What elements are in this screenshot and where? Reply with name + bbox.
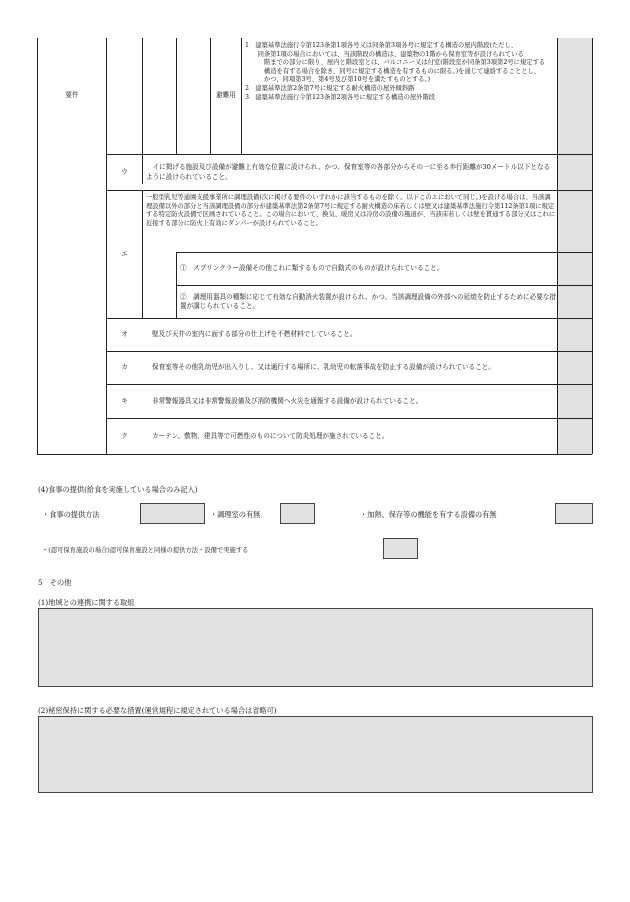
check-cell-ka[interactable] xyxy=(558,352,592,384)
check-cell-ki[interactable] xyxy=(558,385,592,418)
kitchen-input[interactable] xyxy=(280,503,315,524)
kitchen-label: ・調理室の有無 xyxy=(210,510,261,519)
hinan-label: 避難用 xyxy=(216,91,236,100)
meal-method-input[interactable] xyxy=(140,503,205,524)
row-text-u: イに掲げる施設及び設備が避難上有効な位置に設けられ、かつ、保育室等の各部分からその一に至る歩行距離が30メートル以下となるように設けられていること。 xyxy=(146,163,551,181)
row-label-ki: キ xyxy=(121,396,128,405)
row-text-e-2: ② 調理用器具の種類に応じて有効な自動消火装置が設けられ、かつ、当該調理設備の外部への延焼を防止するために必要な措置が講じられていること。 xyxy=(180,292,556,310)
row-label-ka: カ xyxy=(121,363,128,372)
check-cell-ku[interactable] xyxy=(558,419,592,454)
meal-method-label: ・食事の提供方法 xyxy=(42,510,100,519)
row-label-e: エ xyxy=(121,249,128,258)
check-cell-u[interactable] xyxy=(558,155,592,190)
check-cell-e-2[interactable] xyxy=(558,286,592,318)
row-text-e: 一般型乳児等通園支援事業所に調理設備(次に掲げる要件のいずれかに該当するものを除く。以下このエにおいて同じ。)を設ける場合は、当該調理設備以外の部分と当該調理設備の部分が建築基準法第2条第7号に規定する耐火構造の床若しくは壁又は建築基準法施行令第112条第1項に規定する特定防火設備で区画されていること。この場合において、換気、暖房又は冷房の設備の風道が、当該床若しくは壁を貫通する部分又はこれに近接する部分に防火上有効にダンパーが設けられていること。 xyxy=(146,194,556,227)
row-text-ki: 非常警報器具又は非常警報設備及び消防機関へ火災を通報する設備が設けられていること。 xyxy=(152,396,423,405)
check-cell-e-1[interactable] xyxy=(558,253,592,285)
privacy-label: (2)秘密保持に関する必要な措置(運営規程に規定されている場合は省略可) xyxy=(38,706,277,715)
privacy-textarea[interactable] xyxy=(38,716,593,793)
check-cell-hinan[interactable] xyxy=(558,38,592,154)
heating-label: ・加熱、保存等の機能を有する設備の有無 xyxy=(360,510,497,519)
yoken-label: 要件 xyxy=(65,91,79,100)
hinan-text: 1 建築基準法施行令第123条第1項各号又は同条第3項各号に規定する構造の屋内階段(ただし、 同条第1項の場合においては、当該階段の構造は、建築物の1階から保育室等が設けられている 階までの部分に限り、屋内と階段室とは、バルコニー又は付室(階段室が同条第3項第2号に規定する 構造を有する場合を除き、同号に規定する構造を有するものに限る。)を通じて連絡することとし、 かつ、同項第3号、第4号及び第10号を満たすものとする。) 2 建築基準法第2条第7号に規定する耐火構造の屋外傾斜路 3 建築基準法施行令第123条第2項各号に規定する構造の屋外階段 xyxy=(245,42,546,101)
cert-label: ・(認可保育施設の場合)認可保育施設と同様の提供方法・設備で実施する xyxy=(42,547,249,554)
row-text-e-1: ① スプリンクラー設備その他これに類するもので自動式のものが設けられていること。 xyxy=(180,264,444,273)
row-text-o: 壁及び天井の室内に面する部分の仕上げを不燃材料でしていること。 xyxy=(152,330,357,339)
row-label-ku: ク xyxy=(121,431,128,440)
other-heading: 5 その他 xyxy=(38,578,72,587)
check-cell-e[interactable] xyxy=(558,191,592,252)
row-label-o: オ xyxy=(121,330,128,339)
community-label: (1)地域との連携に関する取組 xyxy=(38,598,135,607)
community-textarea[interactable] xyxy=(38,608,593,687)
row-text-ka: 保育室等その他乳幼児が出入りし、又は通行する場所に、乳幼児の転落事故を防止する設備が設けられていること。 xyxy=(152,363,495,372)
row-label-u: ウ xyxy=(121,167,128,176)
check-cell-o[interactable] xyxy=(558,319,592,351)
cert-input[interactable] xyxy=(383,538,418,559)
row-text-ku: カーテン、敷物、建具等で可燃性のものについて防炎処理が施されていること。 xyxy=(152,431,389,440)
meal-heading: (4)食事の提供(給食を実施している場合のみ記入) xyxy=(38,485,198,494)
heating-input[interactable] xyxy=(555,503,593,524)
